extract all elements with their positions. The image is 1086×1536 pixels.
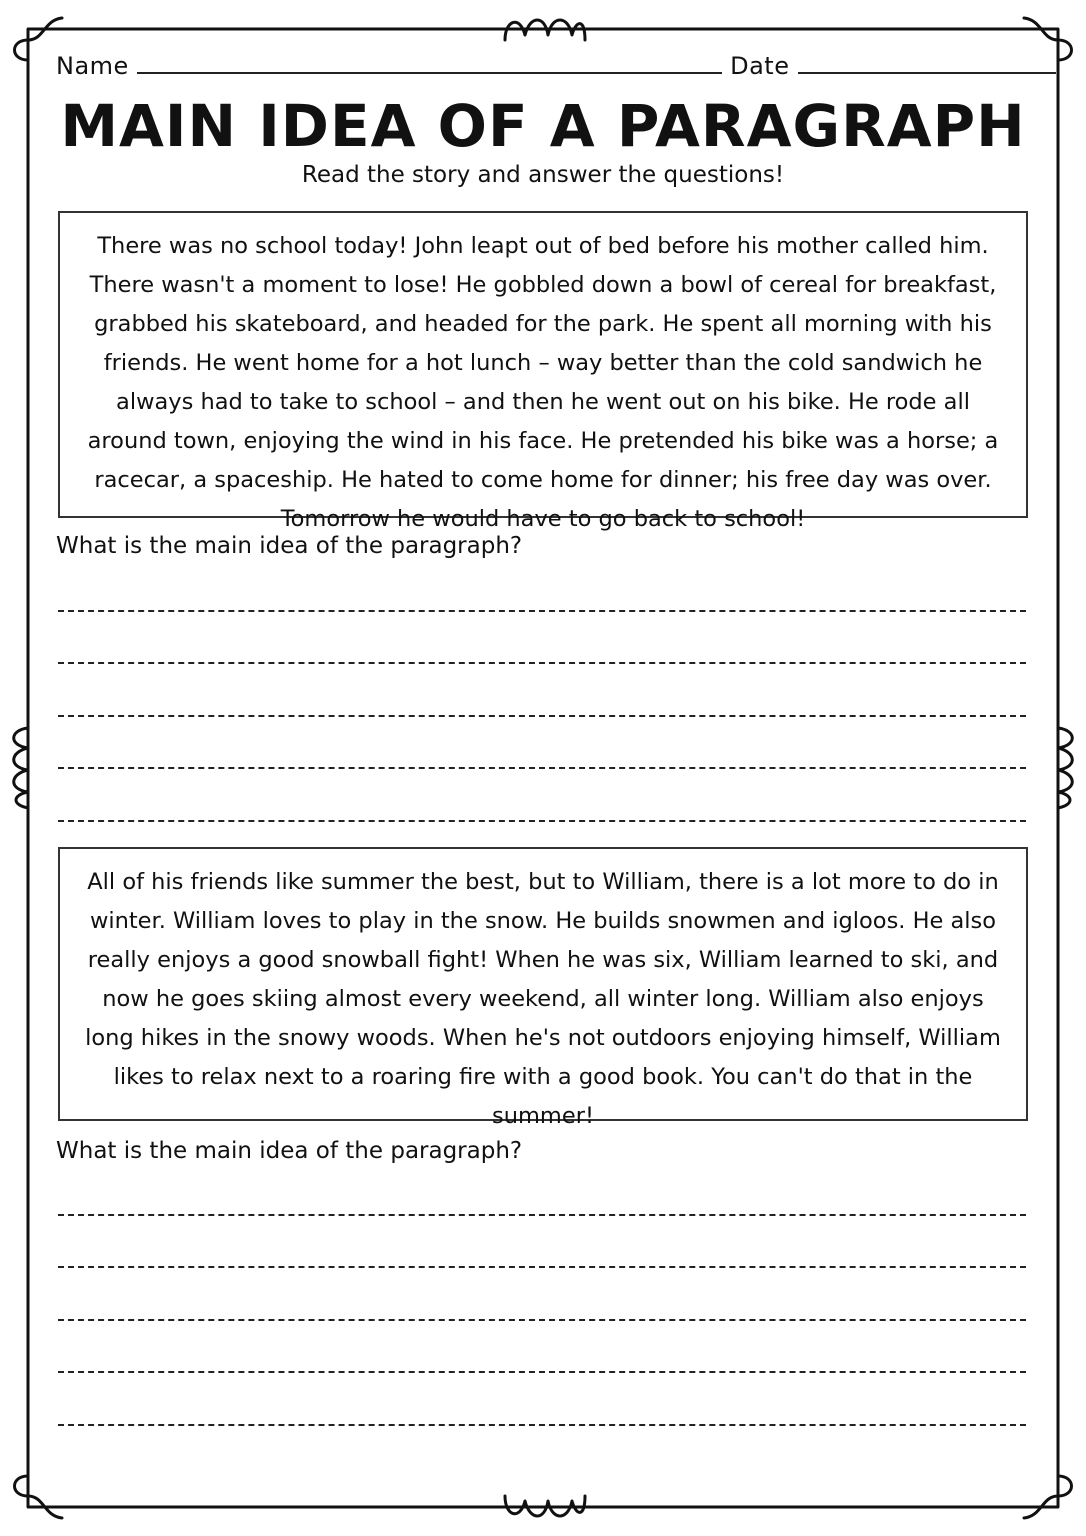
question-2: What is the main idea of the paragraph? [56,1138,523,1164]
answer-line[interactable] [58,610,1026,612]
corner-swirl-top-left [15,18,63,60]
page-subtitle: Read the story and answer the questions! [301,162,785,188]
story-box-2 [58,847,1028,1129]
date-field[interactable] [798,50,1056,74]
answer-line[interactable] [58,1319,1026,1321]
corner-swirl-bottom-left [15,1476,63,1518]
answer-line[interactable] [58,1371,1026,1373]
name-date-line [56,50,1031,80]
name-field[interactable] [137,50,722,74]
story-text-2: All of his friends like summer the best, but to William, there is a lot more to do in winter. William loves to play in the snow. He builds snowmen and igloos. He also really enjoys a good snowball fight! When he was six, William learned to ski, and now he goes skiing almost every weekend, all winter long. William also enjoys long hikes in the snowy woods. When he's not outdoors enjoying himself, William likes to relax next to a roaring fire with a good book. You can't do that in the summer! [85,869,1001,1129]
right-squiggle [1058,728,1072,808]
answer-line[interactable] [58,662,1026,664]
date-label: Date [730,52,790,80]
left-squiggle [14,728,28,808]
answer-line[interactable] [58,1424,1026,1426]
name-label: Name [56,52,129,80]
answer-line[interactable] [58,820,1026,822]
answer-line[interactable] [58,715,1026,717]
page-title: MAIN IDEA OF A PARAGRAPH [60,92,1026,160]
answer-line[interactable] [58,1214,1026,1216]
answer-line[interactable] [58,1266,1026,1268]
answer-line[interactable] [58,767,1026,769]
question-1: What is the main idea of the paragraph? [56,533,523,559]
corner-swirl-bottom-right [1024,1476,1072,1518]
story-text-1: There was no school today! John leapt out of bed before his mother called him. There wasn't a moment to lose! He gobbled down a bowl of cereal for breakfast, grabbed his skateboard, and headed for the park. He spent all morning with his friends. He went home for a hot lunch – way better than the cold sandwich he always had to take to school – and then he went out on his bike. He rode all around town, enjoying the wind in his face. He pretended his bike was a horse; a racecar, a spaceship. He hated to come home for dinner; his free day was over. Tomorrow he would have to go back to school! [87,233,999,532]
story-box-1 [58,211,1028,532]
